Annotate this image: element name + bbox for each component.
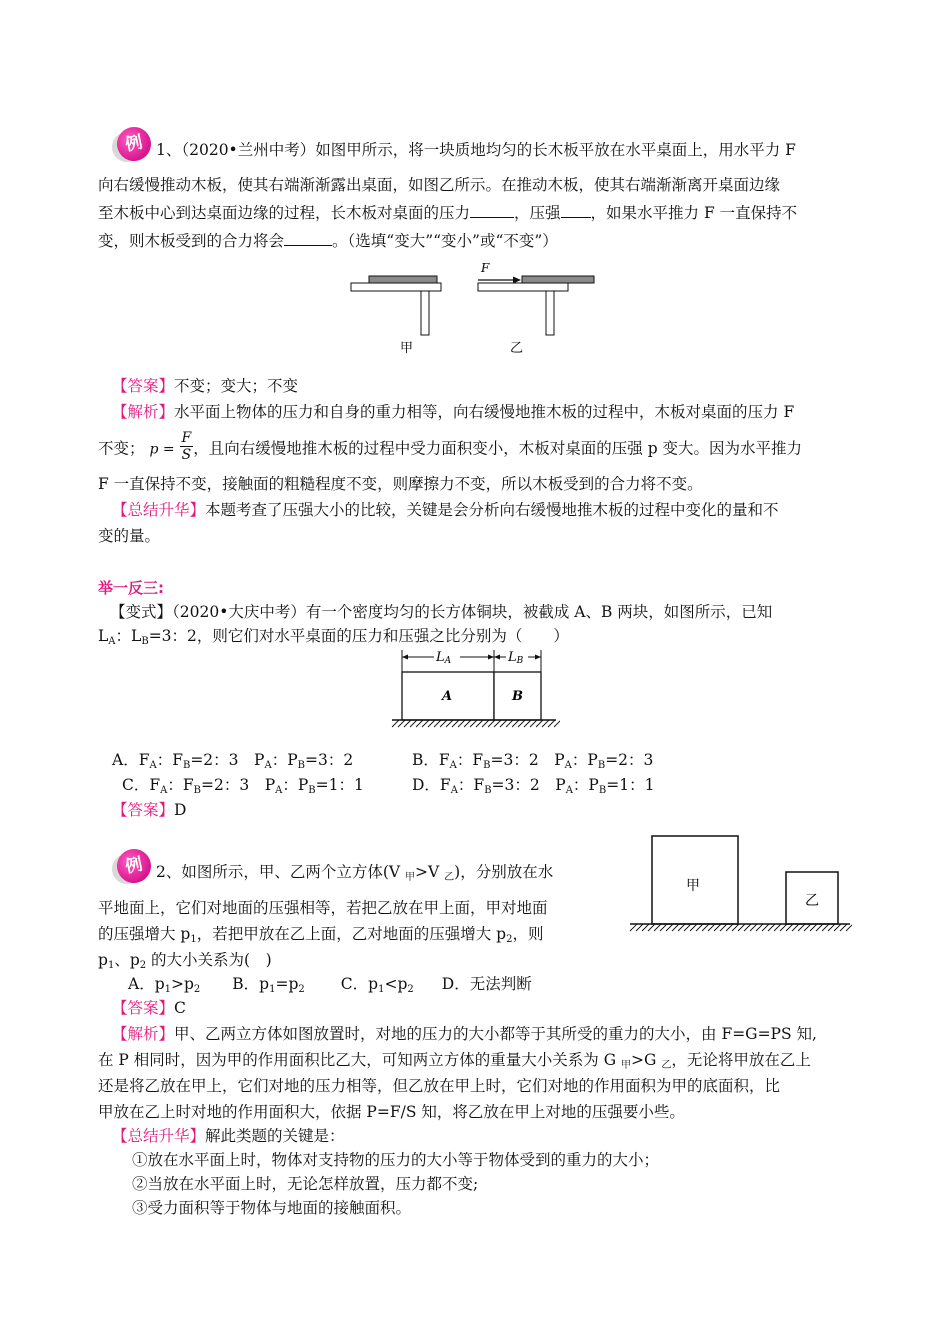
example2-analysis3: 还是将乙放在甲上，它们对地的压力相等，但乙放在甲上时，它们对地的作用面积为甲的底面积，比: [98, 1077, 781, 1095]
answer-text: D: [174, 801, 187, 819]
summary-tag: 【总结升华】: [112, 1127, 206, 1145]
analysis-text1: 水平面上物体的压力和自身的重力相等，向右缓慢地推木板的过程中，木板对桌面的压力 F: [174, 403, 795, 421]
example-badge-1: 例: [114, 124, 154, 164]
example2-summary: [112, 1126, 345, 1146]
fig-label-force: F: [481, 261, 490, 275]
formula-denominator: S: [181, 447, 192, 463]
hatch-mark: [452, 720, 459, 727]
hatch-mark: [410, 720, 417, 727]
hatch-mark: [392, 720, 399, 727]
hatch-mark: [756, 924, 763, 931]
example2-line3: 的压强增大 $p_1$，若把甲放在乙上面，乙对地面的压强增大 $p_2$，则: [98, 925, 544, 945]
force-arrow-head: [513, 277, 521, 284]
pressure-strength-blank: [561, 203, 591, 218]
example1-line1: 1、（2020•兰州中考）如图甲所示，将一块质地均匀的长木板平放在水平桌面上，用水平力 F: [156, 141, 796, 159]
hatch-mark: [642, 924, 649, 931]
hatch-mark: [834, 924, 841, 931]
analysis-text1: 甲、乙两立方体如图放置时，对地的压力的大小都等于其所受的重力的大小，由 F=G=PS 知,: [174, 1025, 817, 1043]
hatch-mark: [488, 720, 495, 727]
hatch-mark: [446, 720, 453, 727]
analysis-text2a: 不变；: [98, 439, 145, 458]
hatch-mark: [672, 924, 679, 931]
cube-label-jia: 甲: [686, 878, 700, 894]
example1-line4: [98, 231, 558, 251]
hatch-mark: [696, 924, 703, 931]
summary-point-2: ②当放在水平面上时，无论怎样放置，压力都不变;: [132, 1175, 479, 1193]
fig-label-la: LA: [436, 650, 452, 666]
board-yi: [522, 276, 594, 283]
dim-arrowhead: [535, 655, 541, 660]
hatch-mark: [768, 924, 775, 931]
hatch-mark: [458, 720, 465, 727]
hatch-mark: [660, 924, 667, 931]
analysis-tag: 【解析】: [112, 403, 175, 421]
example1-line3b: ，压强: [514, 204, 561, 222]
hatch-mark: [404, 720, 411, 727]
ground-hatch: [630, 924, 852, 931]
hatch-mark: [398, 720, 405, 727]
variant-text1: （2020•大庆中考）有一个密度均匀的长方体铜块，被截成 A、B 两块，如图所示，已知: [172, 603, 773, 621]
practice-option-d: D．$F_A$：$F_B=3$：2 $P_A$：$P_B=1$：1: [412, 776, 655, 796]
hatch-mark: [774, 924, 781, 931]
table-leg-jia: [421, 291, 429, 335]
answer-text: C: [174, 999, 186, 1017]
hatch-mark: [732, 924, 739, 931]
hatch-mark: [726, 924, 733, 931]
hatch-mark: [744, 924, 751, 931]
hatch-mark: [738, 924, 745, 931]
hatch-mark: [518, 720, 525, 727]
hatch-mark: [464, 720, 471, 727]
hatch-mark: [840, 924, 847, 931]
hatch-mark: [524, 720, 531, 727]
example1-line2: 向右缓慢推动木板，使其右端渐渐露出桌面，如图乙所示。在推动木板，使其右端渐渐离开桌面边缘: [98, 176, 781, 194]
variant-tag: 【变式】: [110, 603, 173, 621]
example1-analysis3: F 一直保持不变，接触面的粗糙程度不变，则摩擦力不变，所以木板受到的合力将不变。: [98, 475, 703, 493]
example2-answer: [112, 998, 186, 1018]
example1-line3c: ，如果水平推力 F 一直保持不: [590, 204, 798, 222]
example-badge-2: 例: [114, 846, 154, 886]
practice-option-b: B．$F_A$：$F_B=3$：2 $P_A$：$P_B=2$：3: [412, 751, 654, 771]
example2-analysis2: 在 P 相同时，因为甲的作用面积比乙大，可知两立方体的重量大小关系为 G $_甲$>G $_乙$，无论将甲放在乙上: [98, 1051, 811, 1071]
hatch-mark: [494, 720, 501, 727]
summary-tag: 【总结升华】: [112, 501, 206, 519]
example2-analysis1: [112, 1024, 817, 1044]
hatch-mark: [666, 924, 673, 931]
formula-numerator: F: [181, 430, 192, 446]
hatch-mark: [786, 924, 793, 931]
hatch-mark: [828, 924, 835, 931]
hatch-mark: [816, 924, 823, 931]
table-leg-yi: [546, 291, 554, 335]
example1-analysis2: [98, 430, 803, 463]
hatch-mark: [542, 720, 549, 727]
analysis-tag: 【解析】: [112, 1025, 175, 1043]
hatch-mark: [804, 924, 811, 931]
answer-tag: 【答案】: [112, 377, 175, 395]
example1-line3a: 至木板中心到达桌面边缘的过程，长木板对桌面的压力: [98, 204, 471, 222]
summary-point-3: ③受力面积等于物体与地面的接触面积。: [132, 1199, 412, 1217]
hatch-mark: [684, 924, 691, 931]
hatch-mark: [798, 924, 805, 931]
hatch-mark: [548, 720, 555, 727]
hatch-mark: [536, 720, 543, 727]
table-top-jia: [351, 283, 441, 291]
hatch-mark: [654, 924, 661, 931]
hatch-mark: [648, 924, 655, 931]
hatch-mark: [750, 924, 757, 931]
formula-fraction: [180, 430, 194, 463]
hatch-mark: [846, 924, 852, 931]
analysis-text2b: ，且向右缓慢地推木板的过程中受力面积变小，木板对桌面的压强 p 变大。因为水平推力: [193, 439, 803, 458]
hatch-mark: [434, 720, 441, 727]
net-force-blank: [284, 231, 332, 246]
ground-hatch: [392, 720, 560, 727]
hatch-mark: [690, 924, 697, 931]
cubes-figure: [628, 830, 852, 940]
summary-text: 解此类题的关键是：: [205, 1127, 345, 1145]
hatch-mark: [476, 720, 483, 727]
example1-line4a: 变，则木板受到的合力将会: [98, 232, 285, 250]
hatch-mark: [422, 720, 429, 727]
example2-option-c: C．$p_1<p_2$: [340, 975, 414, 995]
fig-label-yi: 乙: [510, 341, 524, 356]
example2-analysis4: 甲放在乙上时对地的作用面积大，依据 P=F/S 知，将乙放在甲上对地的压强要小些。: [98, 1103, 685, 1121]
dim-arrowhead: [488, 655, 494, 660]
example2-option-a: A．$p_1>p_2$: [128, 975, 201, 995]
example2-line4: $p_1$、$p_2$ 的大小关系为( ): [98, 951, 272, 971]
summary-text1: 本题考查了压强大小的比较，关键是会分析向右缓慢地推木板的过程中变化的量和不: [205, 501, 779, 519]
summary-point-1: ①放在水平面上时，物体对支持物的压力的大小等于物体受到的重力的大小；: [132, 1151, 660, 1169]
answer-tag: 【答案】: [112, 999, 175, 1017]
fig-label-lb: LB: [508, 650, 524, 666]
hatch-mark: [554, 720, 560, 727]
example2-options: [128, 974, 532, 1000]
table-top-yi: [478, 283, 568, 291]
practice-option-a: A．$F_A$：$F_B=2$：3 $P_A$：$P_B=3$：2: [112, 751, 354, 771]
practice-line1: [110, 602, 772, 622]
hatch-mark: [440, 720, 447, 727]
example1-line4b: 。（选填“变大”“变小”或“不变”）: [332, 232, 558, 250]
practice-heading: 举一反三:: [98, 579, 164, 597]
hatch-mark: [416, 720, 423, 727]
example2-line2: 平地面上，它们对地面的压强相等，若把乙放在甲上面，甲对地面: [98, 899, 548, 917]
hatch-mark: [470, 720, 477, 727]
answer-tag: 【答案】: [112, 801, 175, 819]
copper-block-figure: [390, 646, 560, 738]
hatch-mark: [678, 924, 685, 931]
example1-answer: [112, 376, 298, 396]
hatch-mark: [780, 924, 787, 931]
fig-label-jia: 甲: [400, 341, 414, 356]
hatch-mark: [720, 924, 727, 931]
example1-summary2: 变的量。: [98, 527, 161, 545]
example1-summary1: [112, 500, 779, 520]
board-jia: [369, 276, 437, 283]
practice-answer: [112, 800, 186, 820]
example1-analysis1: [112, 402, 794, 422]
block-label-b: B: [512, 689, 523, 704]
cube-label-yi: 乙: [805, 893, 819, 909]
example2-line1: 2、如图所示，甲、乙两个立方体(V $_甲$>V $_乙$)，分别放在水: [156, 863, 554, 883]
hatch-mark: [530, 720, 537, 727]
formula-p: p =: [149, 441, 175, 458]
practice-option-c: C．$F_A$：$F_B=2$：3 $P_A$：$P_B=1$：1: [122, 776, 364, 796]
example2-option-b: B．$p_1=p_2$: [232, 975, 305, 995]
answer-text: 不变；变大；不变: [174, 377, 299, 395]
example1-line3: [98, 203, 797, 223]
practice-line2: $L_A$：$L_B=3$：2，则它们对水平桌面的压力和压强之比分别为（ ）: [98, 627, 569, 647]
hatch-mark: [636, 924, 643, 931]
hatch-mark: [702, 924, 709, 931]
example2-option-d: D．无法判断: [441, 975, 532, 993]
hatch-mark: [512, 720, 519, 727]
hatch-mark: [500, 720, 507, 727]
hatch-mark: [630, 924, 637, 931]
hatch-mark: [482, 720, 489, 727]
hatch-mark: [428, 720, 435, 727]
pressure-blank: [470, 203, 514, 218]
hatch-mark: [506, 720, 513, 727]
hatch-mark: [792, 924, 799, 931]
hatch-mark: [822, 924, 829, 931]
dim-arrowhead: [402, 655, 408, 660]
board-table-figure: [345, 258, 605, 358]
block-label-a: A: [442, 689, 453, 704]
hatch-mark: [714, 924, 721, 931]
hatch-mark: [708, 924, 715, 931]
hatch-mark: [810, 924, 817, 931]
hatch-mark: [762, 924, 769, 931]
dim-arrowhead: [494, 655, 500, 660]
